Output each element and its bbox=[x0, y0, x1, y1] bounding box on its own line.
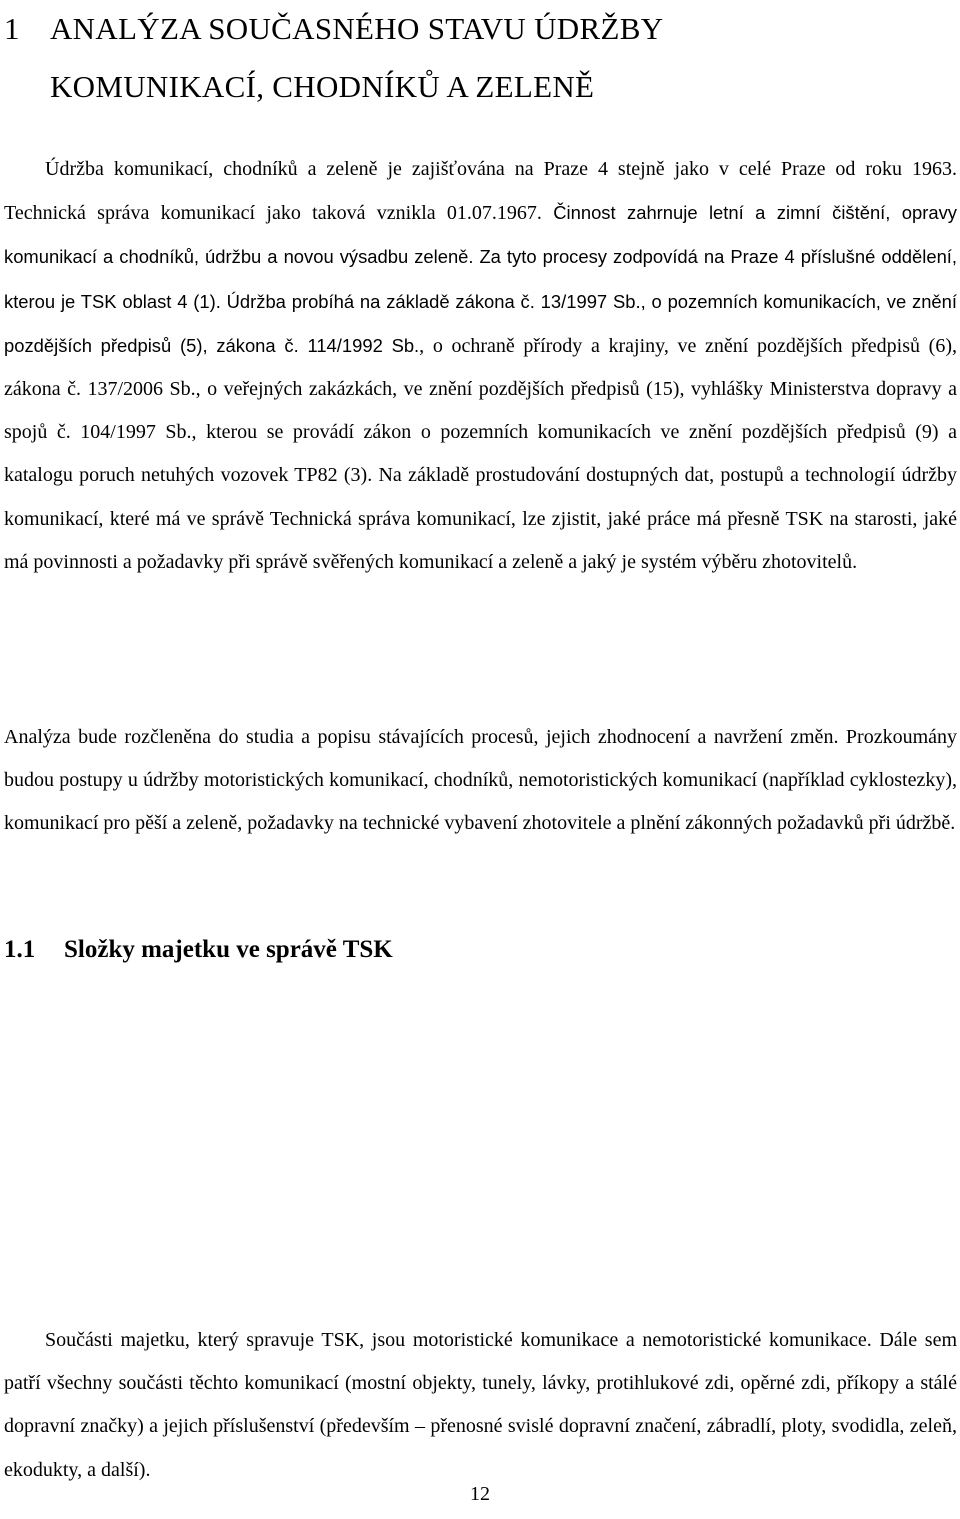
paragraph1-sentence4: Údržba probíhá na základě zákona č. 13/1997 Sb. bbox=[226, 290, 641, 312]
section-title: Složky majetku ve správě TSK bbox=[64, 936, 393, 963]
chapter-number: 1 bbox=[4, 11, 20, 46]
paragraph1-sentence3: Za tyto procesy zodpovídá na Praze 4 příslušné oddělení, kterou je TSK oblast 4 (1). bbox=[4, 246, 958, 312]
paragraph1-sentence2: Činnost zahrnuje letní a zimní čištění, opravy komunikací a chodníků, údržbu a novou výsadbu zeleně. bbox=[4, 202, 958, 268]
paragraph1-sentence1: Údržba komunikací, chodníků a zeleně je zajišťována na Praze 4 stejně jako v celé Praze od roku 1963. Technická správa komunikací jako taková vznikla 01.07.1967. bbox=[4, 158, 957, 225]
chapter-title-line1: ANALÝZA SOUČASNÉHO STAVU ÚDRŽBY bbox=[50, 11, 664, 46]
paragraph3-text: Součásti majetku, který spravuje TSK, jsou motoristické komunikace a nemotoristické komunikace. Dále sem patří všechny součásti těchto komunikací (mostní objekty, tunely, lávky, protihlukové zdi, opěrné zdi, příkopy a stálé dopravní značky) a jejich příslušenství (především – přenosné svislé dopravní značení, zábradlí, ploty, svodidla, zeleň, ekodukty, a další). bbox=[4, 1329, 957, 1481]
section-number: 1.1 bbox=[4, 936, 36, 963]
chapter-heading bbox=[4, 0, 934, 116]
paragraph1-sentence7: , o veřejných zakázkách, ve znění pozdějších předpisů (15), vyhlášky Ministerstva dopravy a spojů č. 104/1997 Sb. bbox=[4, 378, 957, 444]
paragraph1-sentence8: , kterou se provádí zákon o pozemních komunikacích ve znění pozdějších předpisů (9) a katalogu poruch netuhých vozovek TP82 (3). bbox=[4, 421, 957, 487]
assets-paragraph bbox=[4, 1319, 957, 1492]
paragraph1-sentence6: , o ochraně přírody a krajiny, ve znění pozdějších předpisů (6), zákona č. 137/2006 Sb. bbox=[4, 334, 957, 401]
intro-paragraph bbox=[4, 148, 957, 584]
chapter-title-line2: KOMUNIKACÍ, CHODNÍKŮ A ZELENĚ bbox=[50, 69, 595, 104]
section-heading bbox=[4, 930, 393, 970]
analysis-paragraph bbox=[4, 716, 957, 846]
page-number: 12 bbox=[470, 1483, 490, 1505]
paragraph1-sentence9: Na základě prostudování dostupných dat, postupů a technologií údržby komunikací, které má ve správě Technická správa komunikací, lze zjistit, jaké práce má přesně TSK na starosti, jaké má povinnosti a požadavky při správě svěřených komunikací a zeleně a jaký je systém výběru zhotovitelů. bbox=[4, 464, 957, 573]
paragraph2-sentence2: Prozkoumány budou postupy u údržby motoristických komunikací, chodníků, nemotoristických komunikací (například cyklostezky), komunikací pro pěší a zeleně, požadavky na technické vybavení zhotovitele a plnění zákonných požadavků při údržbě. bbox=[4, 726, 958, 835]
paragraph1-sentence5: , o pozemních komunikacích, ve znění pozdějších předpisů (5), zákona č. 114/1992 Sb. bbox=[4, 290, 957, 356]
paragraph2-sentence1: Analýza bude rozčleněna do studia a popisu stávajících procesů, jejich zhodnocení a navržení změn. bbox=[4, 726, 839, 748]
